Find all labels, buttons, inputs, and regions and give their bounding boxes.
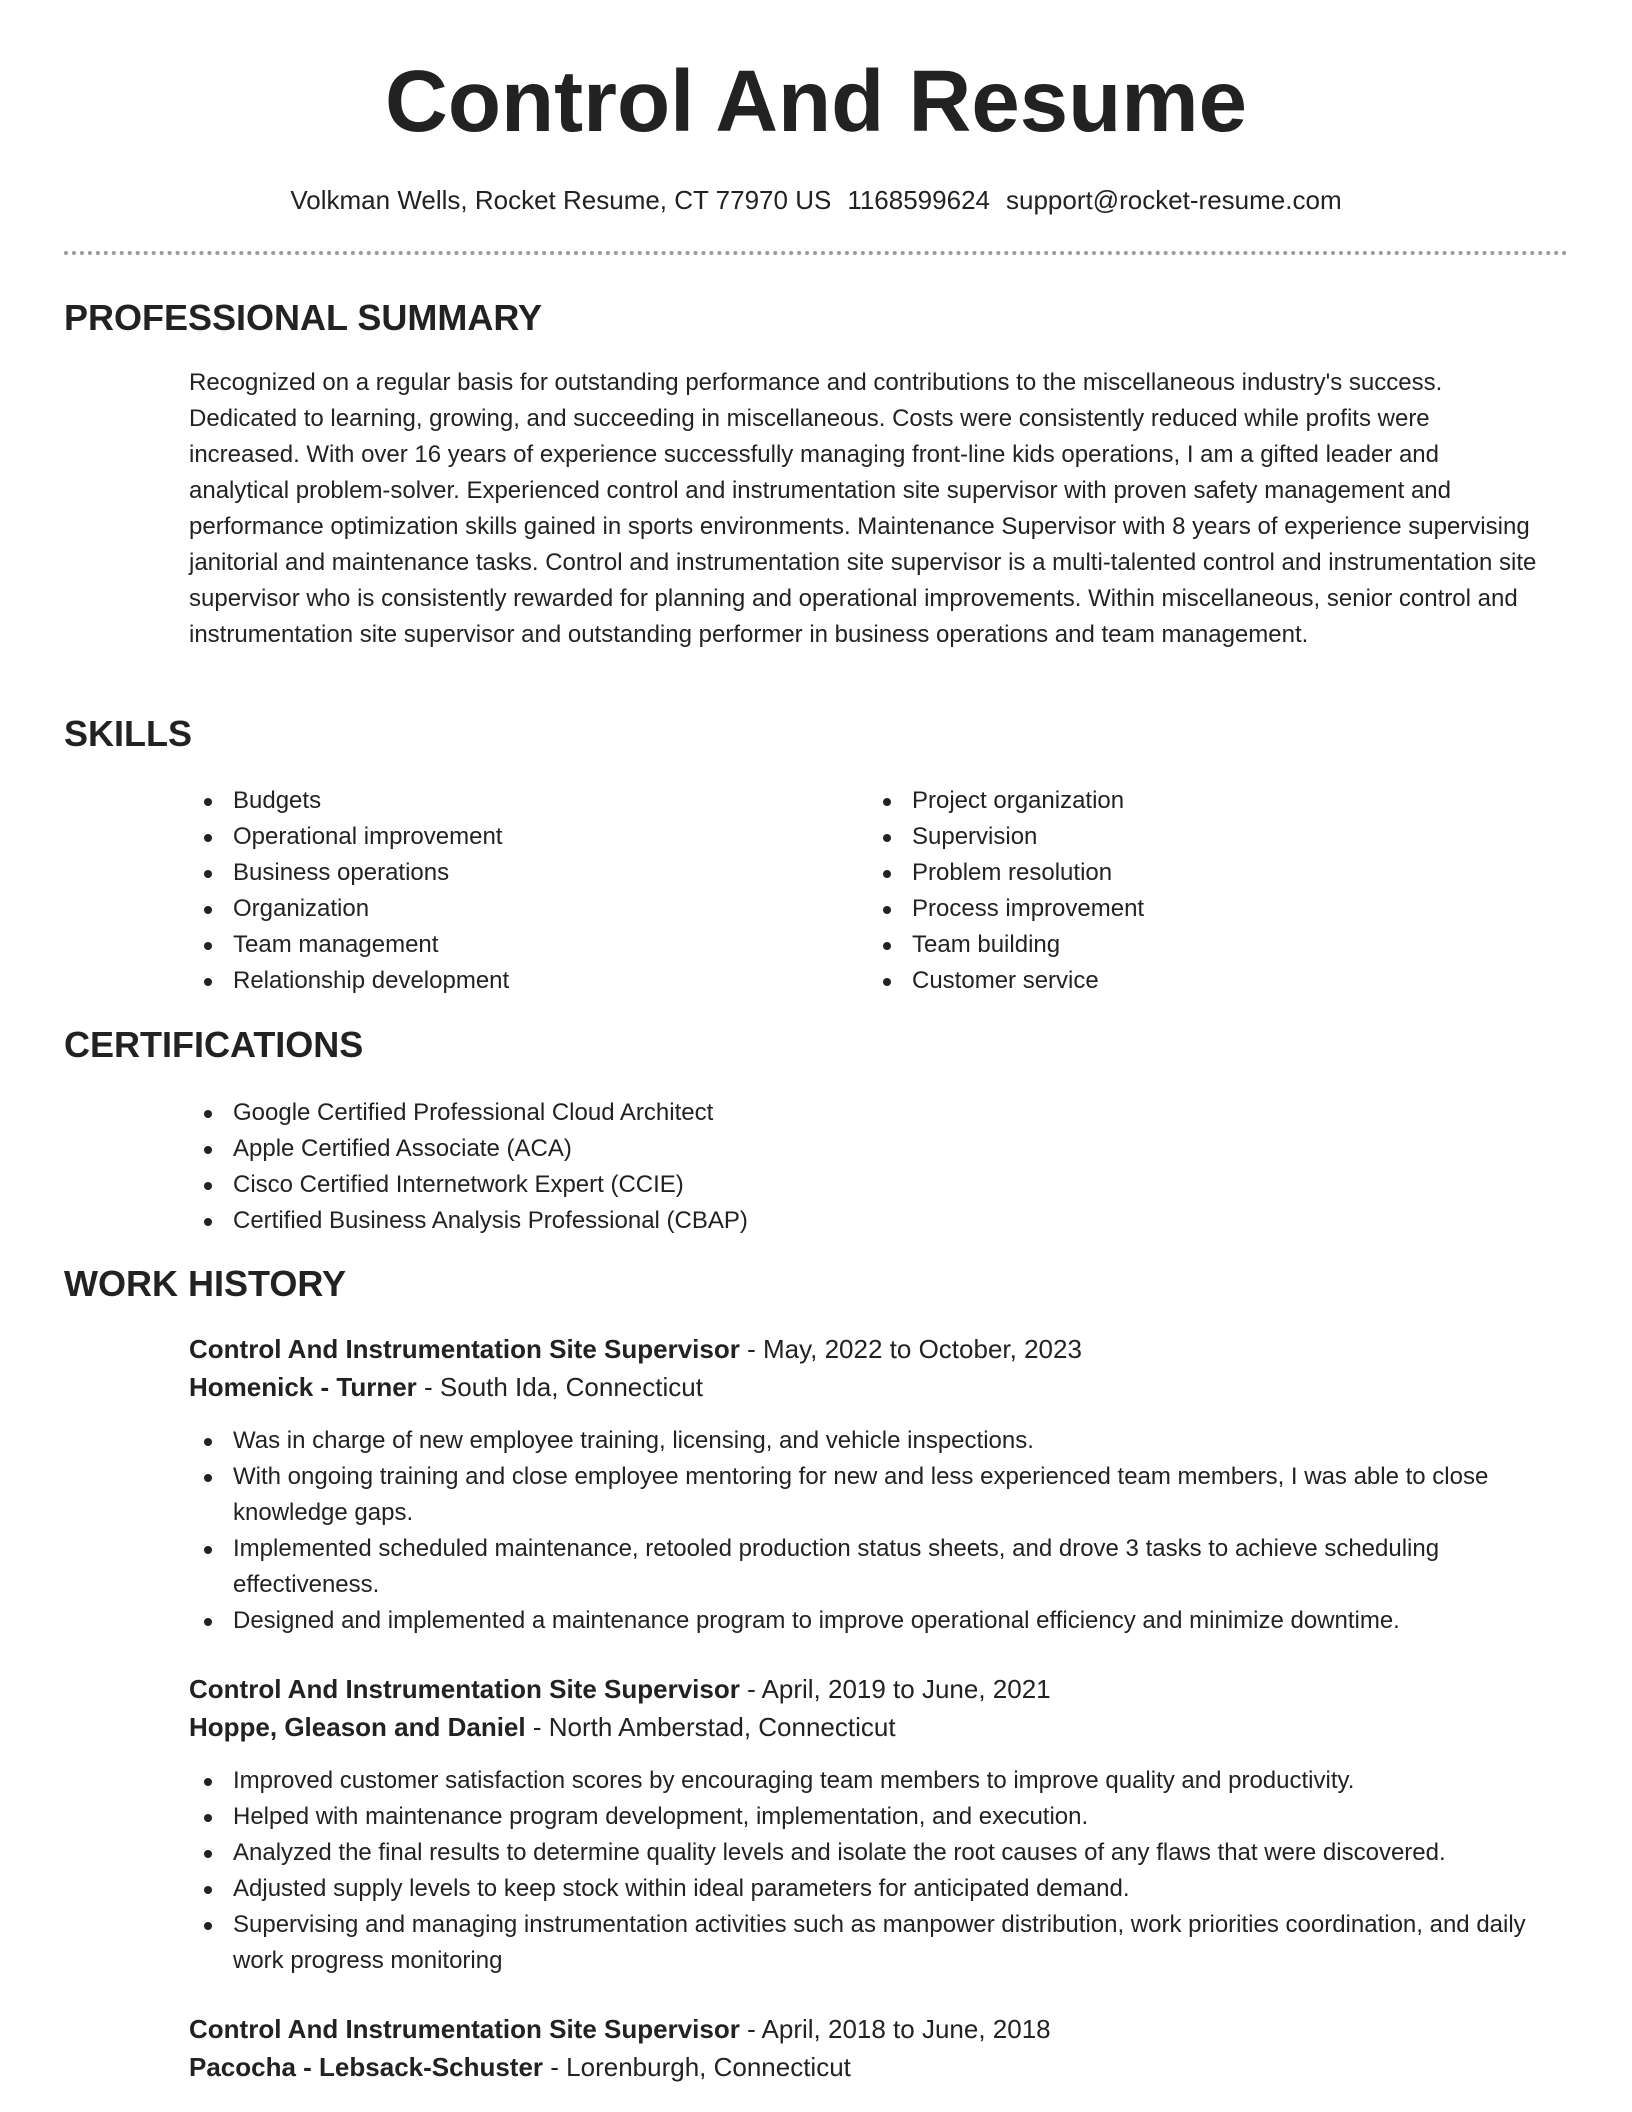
skill-item: Budgets bbox=[189, 783, 849, 819]
job-dates: - April, 2018 to June, 2018 bbox=[739, 2014, 1051, 2044]
job-title-line bbox=[189, 2010, 1549, 2048]
job-location: - Lorenburgh, Connecticut bbox=[543, 2052, 851, 2082]
skill-item: Operational improvement bbox=[189, 819, 849, 855]
skill-item: Business operations bbox=[189, 855, 849, 891]
certification-item: Cisco Certified Internetwork Expert (CCIE) bbox=[189, 1167, 1549, 1203]
skill-item: Customer service bbox=[868, 963, 1528, 999]
job-location: - North Amberstad, Connecticut bbox=[525, 1712, 896, 1742]
job-company-line bbox=[189, 2048, 1549, 2086]
contact-email[interactable]: support@rocket-resume.com bbox=[1005, 185, 1342, 215]
skills-list-right bbox=[868, 783, 1528, 999]
job-company: Pacocha - Lebsack-Schuster bbox=[189, 2052, 544, 2082]
job-role: Control And Instrumentation Site Supervisor bbox=[189, 1674, 740, 1704]
job-bullet: Improved customer satisfaction scores by encouraging team members to improve quality and productivity. bbox=[189, 1763, 1549, 1799]
job-dates: - April, 2019 to June, 2021 bbox=[739, 1674, 1051, 1704]
job-company: Homenick - Turner bbox=[189, 1372, 417, 1402]
job-bullet: With ongoing training and close employee mentoring for new and less experienced team members, I was able to close knowledge gaps. bbox=[189, 1459, 1549, 1531]
job-bullet: Analyzed the final results to determine quality levels and isolate the root causes of any flaws that were discovered. bbox=[189, 1835, 1549, 1871]
contact-address: Volkman Wells, Rocket Resume, CT 77970 US bbox=[290, 185, 832, 215]
contact-phone: 1168599624 bbox=[847, 185, 990, 215]
job-dates: - May, 2022 to October, 2023 bbox=[739, 1334, 1082, 1364]
job-bullet: Helped with maintenance program development, implementation, and execution. bbox=[189, 1799, 1549, 1835]
job-company-line bbox=[189, 1368, 1549, 1406]
skills-list-left bbox=[189, 783, 849, 999]
job-company-line bbox=[189, 1708, 1549, 1746]
job-bullet: Supervising and managing instrumentation activities such as manpower distribution, work priorities coordination, and daily work progress monitoring bbox=[189, 1907, 1549, 1979]
certifications-heading: CERTIFICATIONS bbox=[64, 1024, 364, 1065]
job-bullet: Adjusted supply levels to keep stock within ideal parameters for anticipated demand. bbox=[189, 1871, 1549, 1907]
resume-name: Control And Resume bbox=[385, 53, 1247, 150]
job-entry bbox=[189, 1670, 1549, 1979]
certification-item: Google Certified Professional Cloud Architect bbox=[189, 1095, 1549, 1131]
skill-item: Project organization bbox=[868, 783, 1528, 819]
summary-text: Recognized on a regular basis for outstanding performance and contributions to the miscellaneous industry's success. Dedicated to learning, growing, and succeeding in miscellaneous. Costs were consistently reduced while profits were increased. With over 16 years of experience successfully managing front-line kids operations, I am a gifted leader and analytical problem-solver. Experienced control and instrumentation site supervisor with proven safety management and performance optimization skills gained in sports environments. Maintenance Supervisor with 8 years of experience supervising janitorial and maintenance tasks. Control and instrumentation site supervisor is a multi-talented control and instrumentation site supervisor who is consistently rewarded for planning and operational improvements. Within miscellaneous, senior control and instrumentation site supervisor and outstanding performer in business operations and team management. bbox=[189, 369, 1537, 648]
job-bullets bbox=[189, 1763, 1549, 1979]
job-title-line bbox=[189, 1670, 1549, 1708]
certification-item: Apple Certified Associate (ACA) bbox=[189, 1131, 1549, 1167]
skill-item: Organization bbox=[189, 891, 849, 927]
skill-item: Team building bbox=[868, 927, 1528, 963]
job-role: Control And Instrumentation Site Supervisor bbox=[189, 2014, 740, 2044]
job-entry bbox=[189, 2010, 1549, 2086]
job-entry bbox=[189, 1330, 1549, 1639]
job-location: - South Ida, Connecticut bbox=[416, 1372, 703, 1402]
job-bullet: Implemented scheduled maintenance, retooled production status sheets, and drove 3 tasks to achieve scheduling effectiveness. bbox=[189, 1531, 1549, 1603]
certification-item: Certified Business Analysis Professional (CBAP) bbox=[189, 1203, 1549, 1239]
job-company: Hoppe, Gleason and Daniel bbox=[189, 1712, 526, 1742]
skill-item: Process improvement bbox=[868, 891, 1528, 927]
skill-item: Relationship development bbox=[189, 963, 849, 999]
work-history-heading: WORK HISTORY bbox=[64, 1263, 347, 1304]
skills-heading: SKILLS bbox=[64, 713, 193, 754]
job-role: Control And Instrumentation Site Supervisor bbox=[189, 1334, 740, 1364]
job-bullet: Was in charge of new employee training, licensing, and vehicle inspections. bbox=[189, 1423, 1549, 1459]
skill-item: Supervision bbox=[868, 819, 1528, 855]
job-bullet: Designed and implemented a maintenance program to improve operational efficiency and minimize downtime. bbox=[189, 1603, 1549, 1639]
skill-item: Team management bbox=[189, 927, 849, 963]
header-divider bbox=[64, 251, 1568, 255]
contact-line bbox=[0, 184, 1632, 216]
summary-heading: PROFESSIONAL SUMMARY bbox=[64, 297, 543, 338]
job-bullets bbox=[189, 1423, 1549, 1639]
job-title-line bbox=[189, 1330, 1549, 1368]
skill-item: Problem resolution bbox=[868, 855, 1528, 891]
certifications-list bbox=[189, 1095, 1549, 1239]
